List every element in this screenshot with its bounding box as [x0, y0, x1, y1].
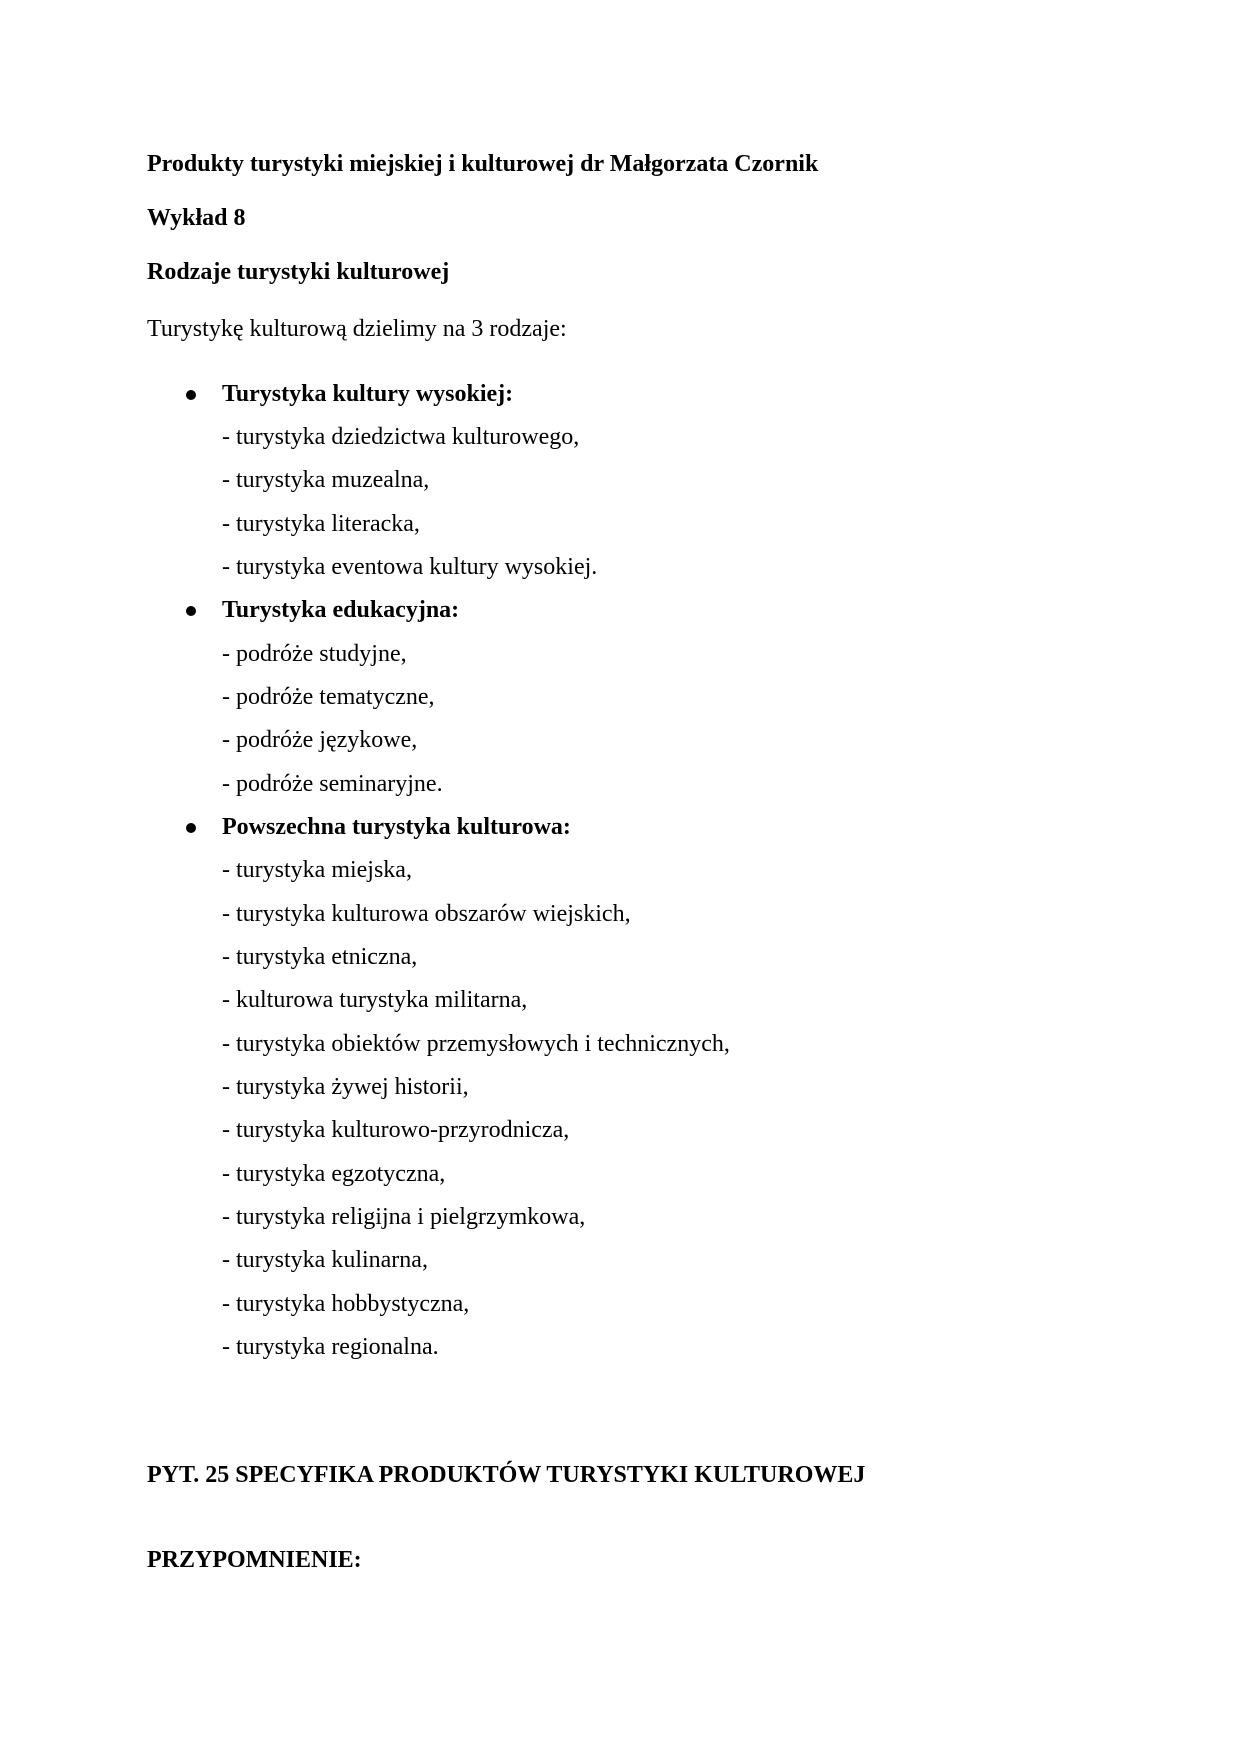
- list-item: - turystyka obiektów przemysłowych i technicznych,: [222, 1031, 730, 1057]
- section-heading: Rodzaje turystyki kulturowej: [147, 259, 450, 285]
- bullet-icon: [186, 823, 196, 833]
- list-item: - podróże seminaryjne.: [222, 771, 443, 797]
- list-item: - turystyka muzealna,: [222, 467, 430, 493]
- list-item: - turystyka kulturowo-przyrodnicza,: [222, 1117, 570, 1143]
- list-item: - podróże językowe,: [222, 727, 418, 753]
- reminder-heading: PRZYPOMNIENIE:: [147, 1547, 362, 1573]
- list-item: - podróże tematyczne,: [222, 684, 435, 710]
- list-item: - turystyka regionalna.: [222, 1334, 439, 1360]
- list-item: - kulturowa turystyka militarna,: [222, 987, 528, 1013]
- category-label: Turystyka kultury wysokiej:: [222, 381, 514, 407]
- category-label: Powszechna turystyka kulturowa:: [222, 814, 571, 840]
- intro-paragraph: Turystykę kulturową dzielimy na 3 rodzaje:: [147, 316, 567, 342]
- lecture-number: Wykład 8: [147, 205, 246, 231]
- document-title: Produkty turystyki miejskiej i kulturowej dr Małgorzata Czornik: [147, 151, 819, 177]
- bullet-icon: [186, 390, 196, 400]
- list-item: - turystyka hobbystyczna,: [222, 1291, 470, 1317]
- bullet-icon: [186, 606, 196, 616]
- list-item: - turystyka miejska,: [222, 857, 412, 883]
- category-label: Turystyka edukacyjna:: [222, 597, 460, 623]
- list-item: - turystyka religijna i pielgrzymkowa,: [222, 1204, 586, 1230]
- list-item: - podróże studyjne,: [222, 641, 407, 667]
- list-item: - turystyka dziedzictwa kulturowego,: [222, 424, 580, 450]
- question-heading: PYT. 25 SPECYFIKA PRODUKTÓW TURYSTYKI KULTUROWEJ: [147, 1462, 866, 1488]
- list-item: - turystyka egzotyczna,: [222, 1161, 446, 1187]
- list-item: - turystyka żywej historii,: [222, 1074, 469, 1100]
- list-item: - turystyka eventowa kultury wysokiej.: [222, 554, 598, 580]
- list-item: - turystyka kulturowa obszarów wiejskich,: [222, 901, 631, 927]
- list-item: - turystyka kulinarna,: [222, 1247, 428, 1273]
- list-item: - turystyka literacka,: [222, 511, 420, 537]
- list-item: - turystyka etniczna,: [222, 944, 418, 970]
